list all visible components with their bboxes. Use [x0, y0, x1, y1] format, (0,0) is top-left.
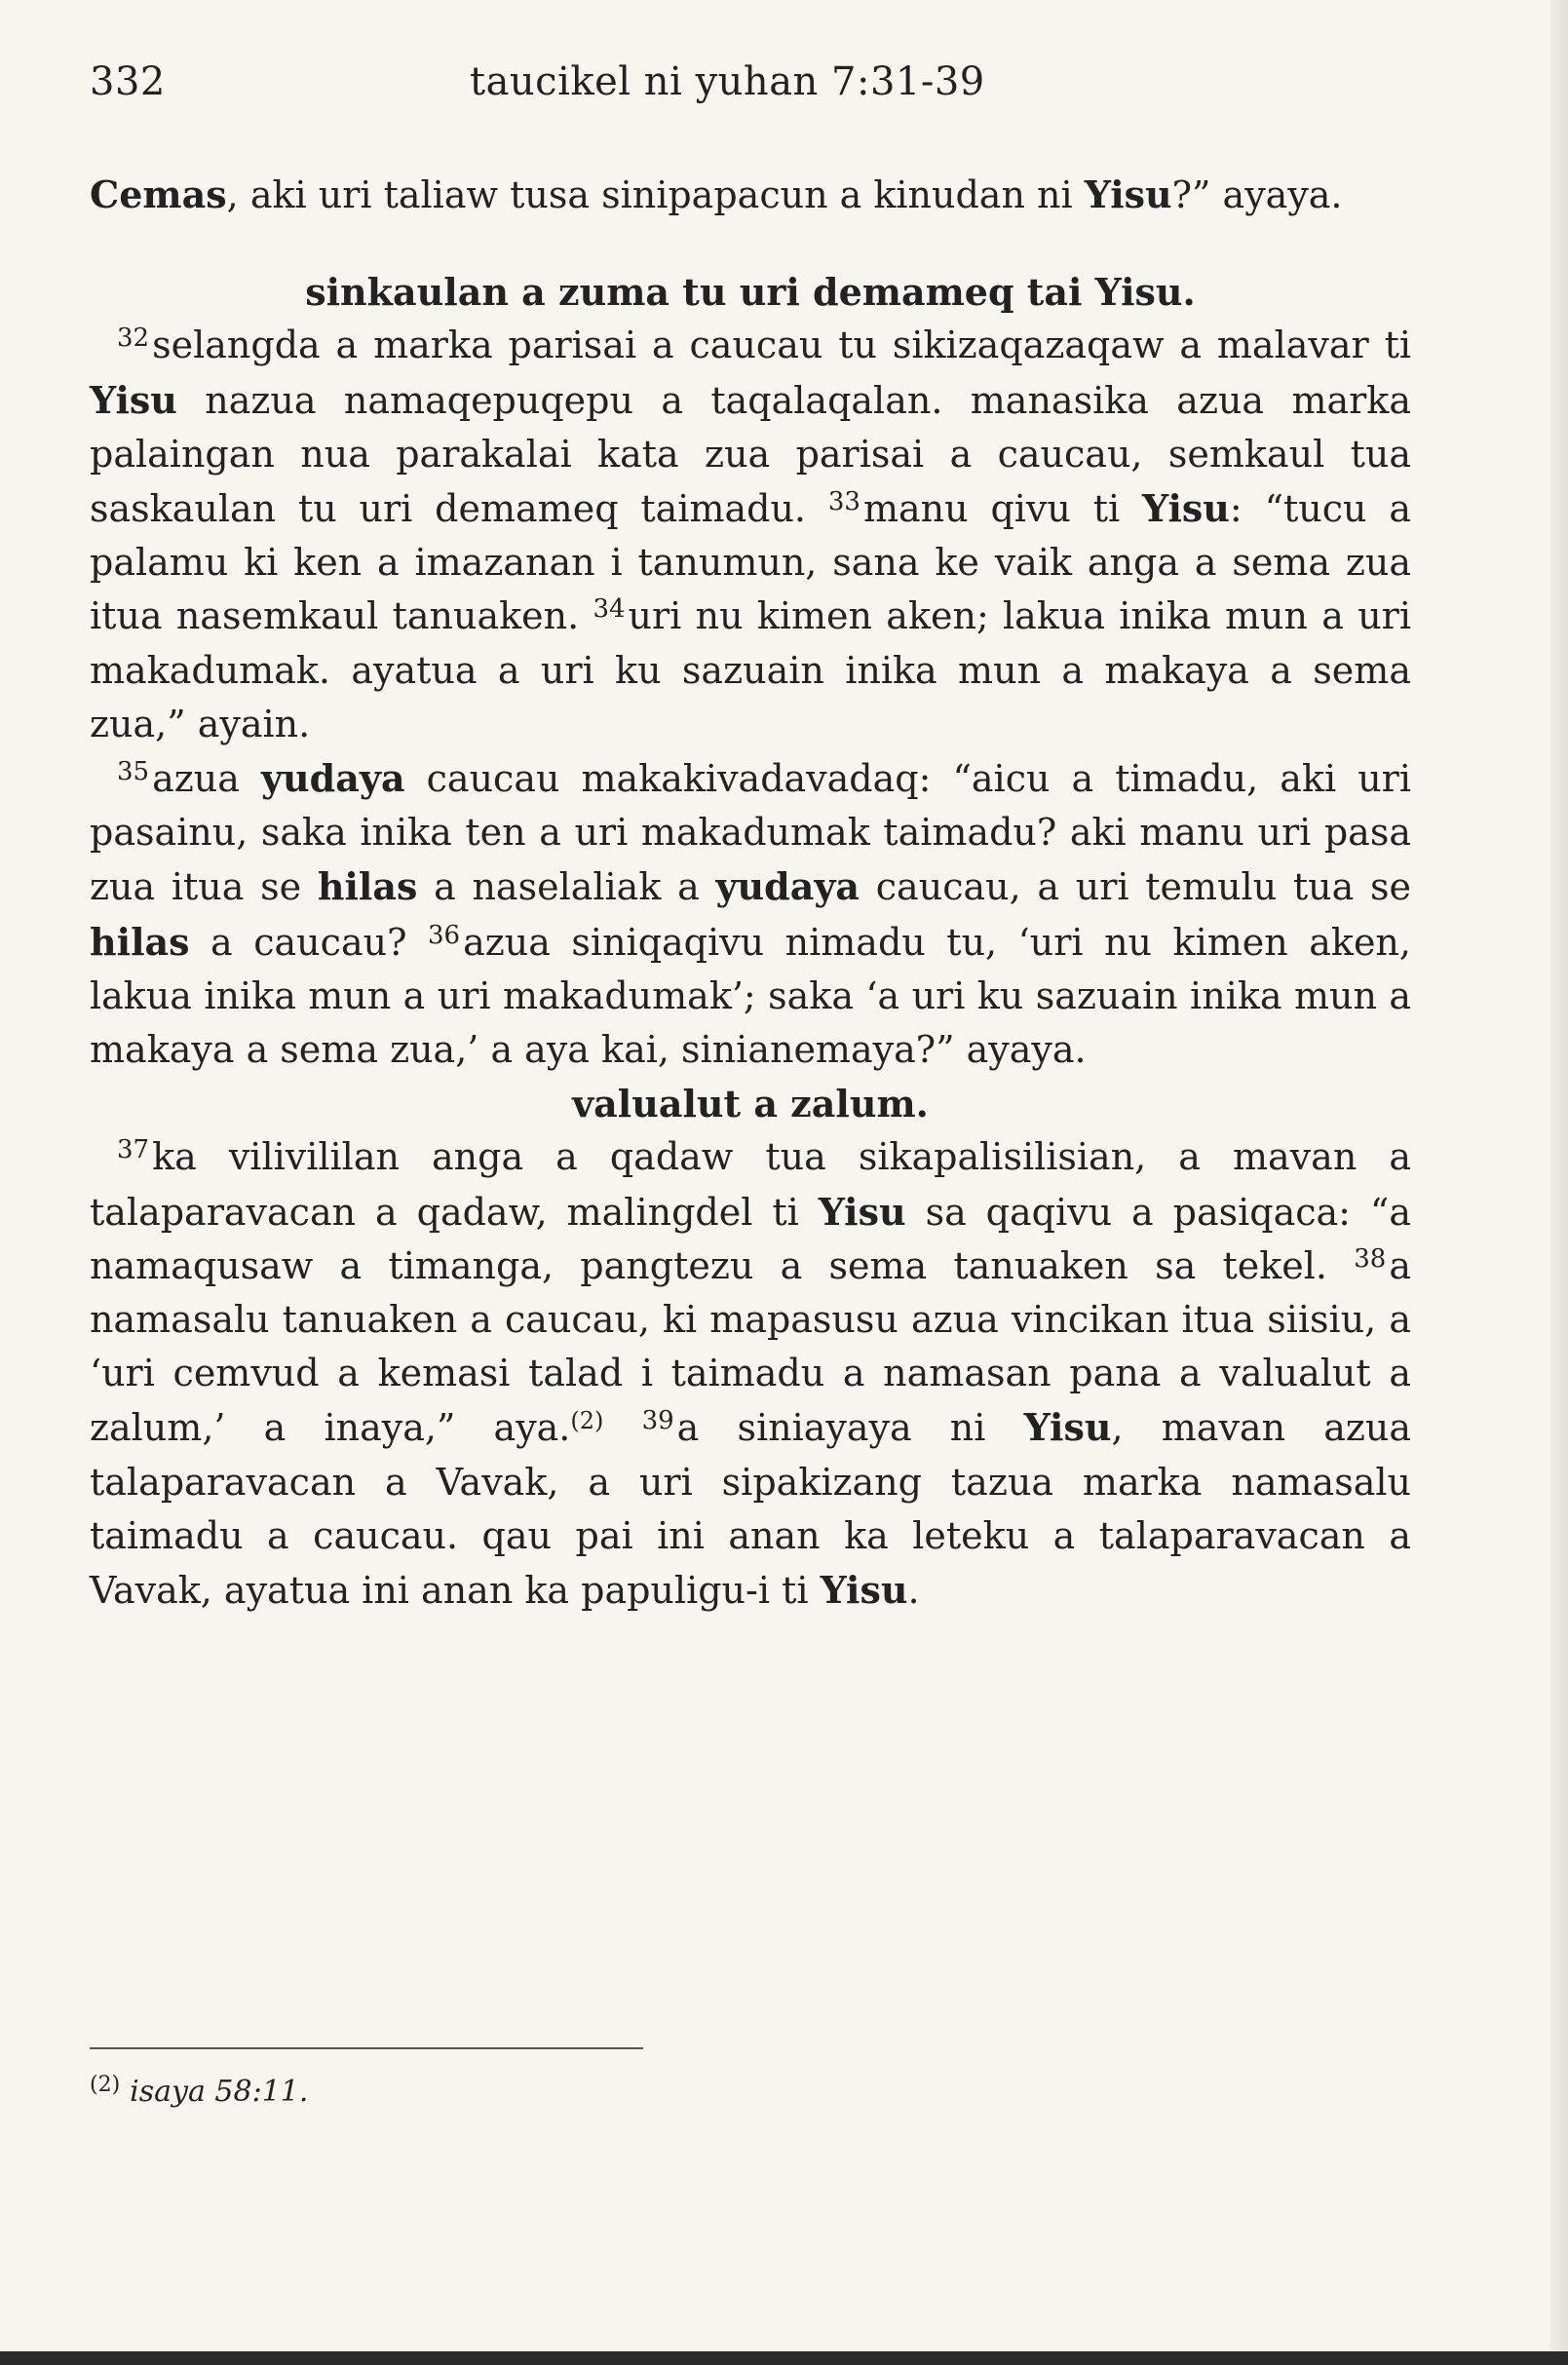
- footnote-divider: [90, 2047, 643, 2049]
- term-yudaya: yudaya: [715, 864, 860, 909]
- paragraph-2: [90, 319, 1411, 751]
- verse-number: 39: [641, 1406, 674, 1436]
- verse-number: 38: [1354, 1243, 1387, 1274]
- text-run: : “tucu a palamu ki ken a imazanan i tanumun, sana ke vaik anga a sema zua itua nasemkaul tanuaken.: [90, 487, 1412, 638]
- text-run: selangda a marka parisai a caucau tu sikizaqazaqaw a malavar ti: [152, 324, 1411, 367]
- paragraph-4: [90, 1130, 1411, 1618]
- text-run: caucau, a uri temulu tua se: [860, 865, 1411, 909]
- text-run: a naselaliak a: [417, 865, 716, 909]
- page-body: [90, 168, 1411, 1618]
- paragraph-3: [90, 751, 1411, 1077]
- text-run: a siniayaya ni: [676, 1406, 1024, 1450]
- text-run: caucau makakivadavadaq: “aicu a timadu, aki uri pasainu, saka inika ten a uri makadumak taimadu? aki manu uri pasa zua itua se: [90, 757, 1411, 909]
- term-hilas: hilas: [90, 919, 190, 964]
- text-run: nazua namaqepuqepu a taqalaqalan. manasika azua marka palaingan nua parakalai kata zua parisai a caucau, semkaul tua saskaulan tu uri demameq taimadu.: [90, 378, 1411, 531]
- verse-number: 37: [117, 1135, 150, 1165]
- text-run: sa qaqivu a pasiqaca: “a namaqusaw a timanga, pangtezu a sema tanuaken sa tekel.: [90, 1190, 1411, 1287]
- verse-number: 33: [827, 487, 860, 517]
- verse-number: 32: [117, 324, 150, 354]
- text-run: , aki uri taliaw tusa sinipapacun a kinudan ni: [226, 173, 1085, 216]
- term-yudaya: yudaya: [260, 756, 405, 801]
- verse-number: 34: [593, 594, 626, 625]
- text-run: azua: [152, 757, 261, 801]
- name-yisu: Yisu: [1084, 172, 1172, 216]
- section-heading-2: valualut a zalum.: [572, 1082, 929, 1126]
- name-yisu: Yisu: [1023, 1405, 1112, 1450]
- footnote-reference[interactable]: (2): [570, 1407, 604, 1435]
- name-yisu: Yisu: [1142, 486, 1230, 531]
- text-run: a namasalu tanuaken a caucau, ki mapasusu azua vincikan itua siisiu, a ‘uri cemvud a kemasi talad i taimadu a namasan pana a valualut a zalum,’ a inaya,” aya.: [90, 1243, 1411, 1450]
- text-run: azua siniqaqivu nimadu tu, ‘uri nu kimen aken, lakua inika mun a uri makadumak’; saka ‘a uri ku sazuain inika mun a makaya a sema zua,’ a aya kai, sinianemaya?” ayaya.: [90, 920, 1411, 1072]
- page-number: 332: [90, 59, 166, 104]
- footnote: [90, 2066, 869, 2112]
- name-yisu: Yisu: [820, 1568, 908, 1613]
- paragraph-1: [90, 168, 1411, 222]
- text-run: .: [907, 1569, 920, 1613]
- text-run: manu qivu ti: [862, 487, 1142, 531]
- text-run: ?” ayaya.: [1171, 173, 1343, 216]
- footnote-text: isaya 58:11.: [130, 2075, 309, 2109]
- text-run: , mavan azua talaparavacan a Vavak, a uri sipakizang tazua marka namasalu taimadu a caucau. qau pai ini anan ka leteku a talaparavacan a Vavak, ayatua ini anan ka papuligu-i ti: [90, 1406, 1411, 1613]
- text-run: uri nu kimen aken; lakua inika mun a uri makadumak. ayatua a uri ku sazuain inika mun a makaya a sema zua,” ayain.: [90, 594, 1411, 745]
- name-yisu: Yisu: [90, 377, 177, 422]
- verse-number: 35: [117, 757, 150, 787]
- text-run: a caucau?: [189, 920, 428, 964]
- section-heading-1: sinkaulan a zuma tu uri demameq tai Yisu.: [305, 270, 1196, 315]
- text-run: ka vilivililan anga a qadaw tua sikapalisilisian, a mavan a talaparavacan a qadaw, malingdel ti: [90, 1135, 1411, 1234]
- term-hilas: hilas: [317, 864, 418, 909]
- verse-number: 36: [427, 920, 461, 950]
- footnote-mark: (2): [90, 2073, 121, 2097]
- running-head: taucikel ni yuhan 7:31-39: [470, 59, 985, 104]
- page-edge: [1550, 0, 1568, 2365]
- name-yisu: Yisu: [818, 1189, 906, 1234]
- bottom-edge: [0, 2351, 1568, 2365]
- name-cemas: Cemas: [90, 172, 227, 216]
